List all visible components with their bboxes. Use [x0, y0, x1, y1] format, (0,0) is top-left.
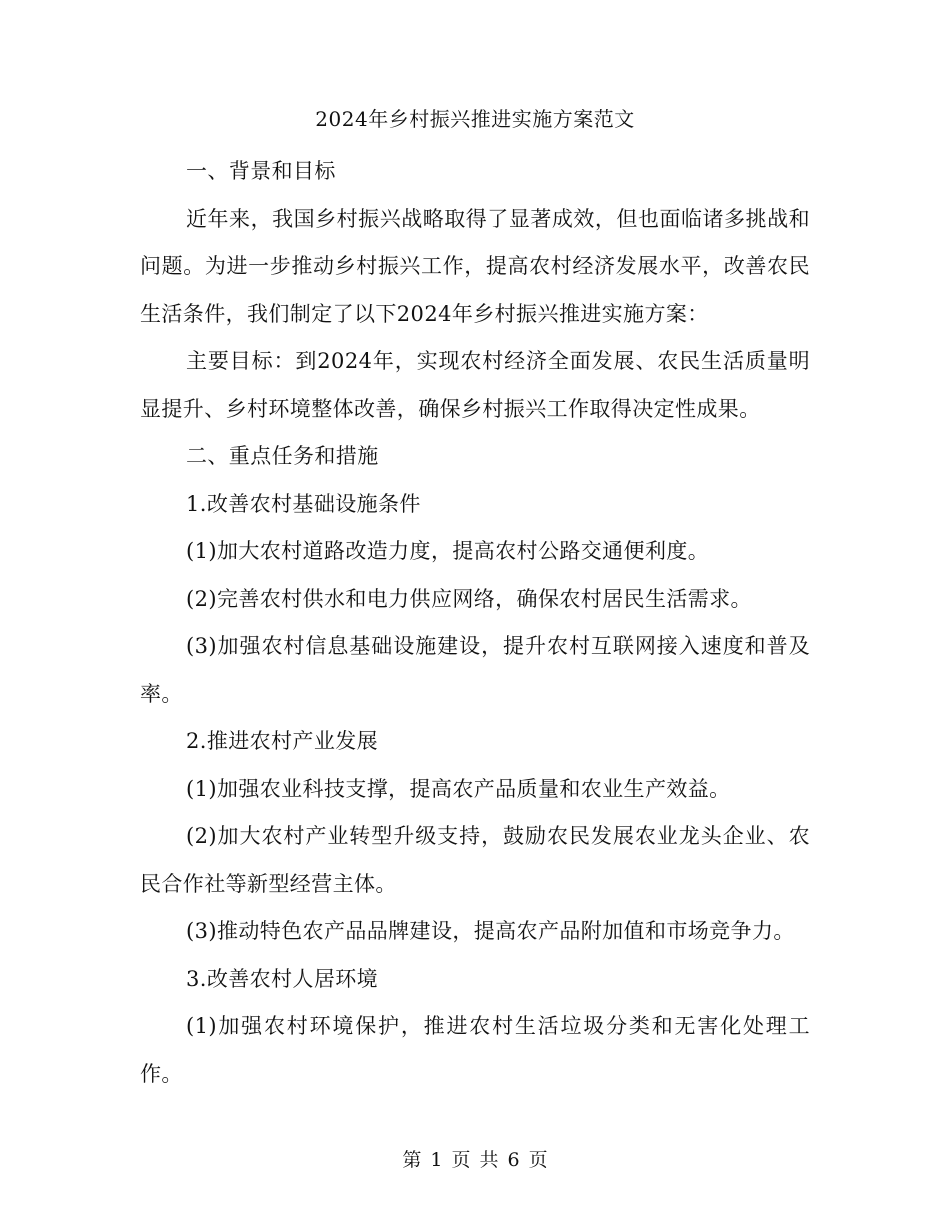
list-item: (2)完善农村供水和电力供应网络，确保农村居民生活需求。	[186, 586, 752, 611]
list-item: (1)加强农业科技支撑，提高农产品质量和农业生产效益。	[186, 776, 731, 801]
page-footer: 第 1 页 共 6 页	[402, 1149, 548, 1171]
paragraph-main-goal: 主要目标：到2024年，实现农村经济全面发展、农民生活质量明显提升、乡村环境整体改善，确保乡村振兴工作取得决定性成果。	[140, 349, 810, 421]
list-item: (2)加大农村产业转型升级支持，鼓励农民发展农业龙头企业、农民合作社等新型经营主体。	[140, 824, 810, 896]
list-item: (3)加强农村信息基础设施建设，提升农村互联网接入速度和普及率。	[140, 634, 810, 706]
subheading-environment: 3.改善农村人居环境	[186, 966, 379, 991]
list-item: (1)加大农村道路改造力度，提高农村公路交通便利度。	[186, 539, 710, 563]
subheading-infrastructure: 1.改善农村基础设施条件	[186, 491, 421, 516]
subheading-industry: 2.推进农村产业发展	[186, 729, 379, 753]
list-item: (3)推动特色农产品品牌建设，提高农产品附加值和市场竞争力。	[186, 919, 795, 943]
document-title: 2024年乡村振兴推进实施方案范文	[315, 107, 635, 131]
section-heading-background: 一、背景和目标	[186, 159, 336, 183]
document-body	[140, 148, 810, 1098]
paragraph-introduction: 近年来，我国乡村振兴战略取得了显著成效，但也面临诸多挑战和问题。为进一步推动乡村振兴工作，提高农村经济发展水平，改善农民生活条件，我们制定了以下2024年乡村振兴推进实施方案：	[140, 206, 810, 326]
section-heading-tasks: 二、重点任务和措施	[186, 444, 379, 468]
list-item: (1)加强农村环境保护，推进农村生活垃圾分类和无害化处理工作。	[140, 1014, 810, 1086]
